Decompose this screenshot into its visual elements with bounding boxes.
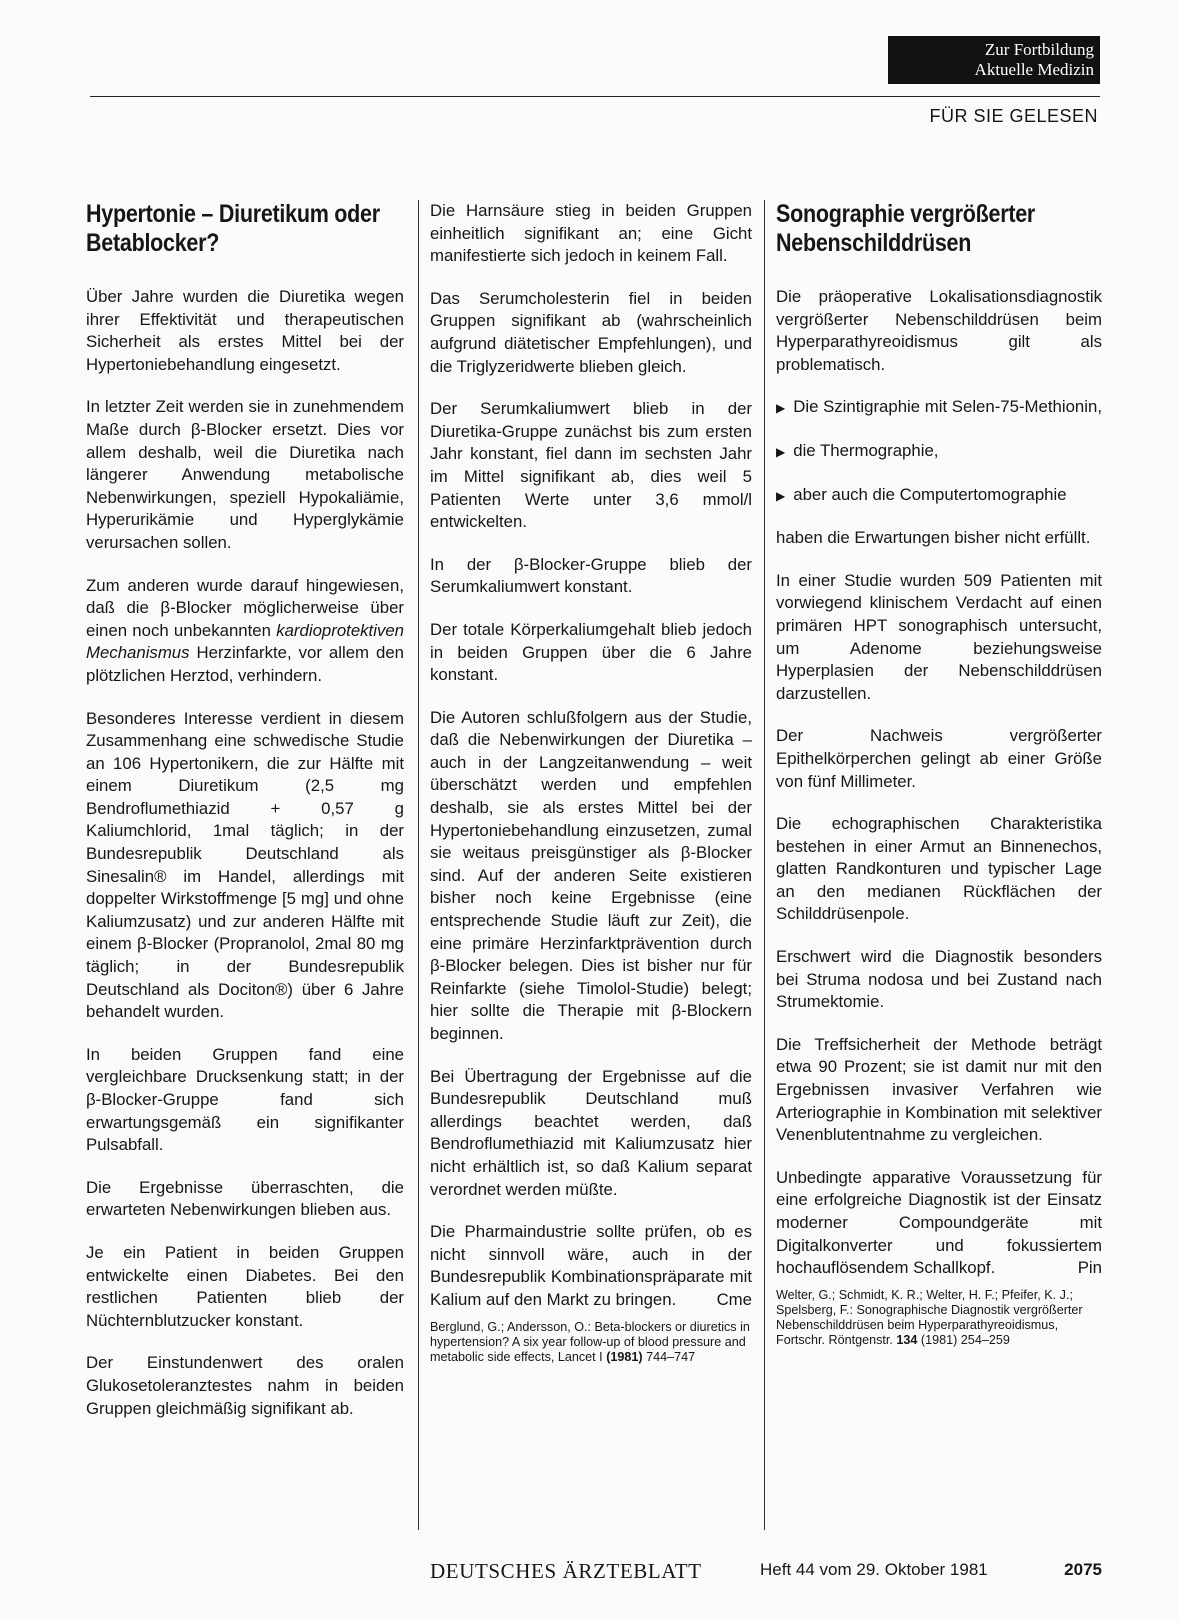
reference: [430, 1320, 752, 1365]
article-title-sonographie: Sonographie vergrößerter Nebenschilddrüsen: [776, 200, 1036, 257]
section-box: [888, 36, 1100, 84]
section-line-1: Zur Fortbildung: [984, 40, 1094, 59]
paragraph: [86, 575, 404, 688]
text-run: 744–747: [642, 1349, 696, 1364]
paragraph: In beiden Gruppen fand eine vergleichbare Drucksenkung statt; in der β-Blocker-Gruppe fand sich erwartungsgemäß ein signifikanter Pulsabfall.: [86, 1044, 404, 1155]
column-divider-1: [418, 200, 419, 1530]
paragraph: haben die Erwartungen bisher nicht erfüllt.: [776, 528, 1091, 548]
triangle-bullet-icon: ▶: [776, 401, 786, 416]
paragraph: Der totale Körperkaliumgehalt blieb jedoch in beiden Gruppen über die 6 Jahre konstant.: [430, 619, 752, 685]
ref-volume: 134: [896, 1332, 918, 1347]
text-run: Unbedingte apparative Voraussetzung für eine erfolgreiche Diagnostik ist der Einsatz moderner Compoundgeräte mit Digitalkonverter und fokussiertem hochauflösendem Schallkopf.: [776, 1167, 1102, 1278]
bullet-item: [776, 440, 1102, 464]
paragraph: Die Autoren schlußfolgern aus der Studie, daß die Nebenwirkungen der Diuretika – auch in der Langzeitanwendung – weit überschätzt werden und empfehlen deshalb, sie als erstes Mittel bei der Hypertoniebehandlung einzusetzen, zumal sie weitaus preisgünstiger als β-Blocker sind. Auf der anderen Seite existieren bisher noch keine Ergebnisse (eine entsprechende Studie läuft zur Zeit), die eine primäre Herzinfarktprävention durch β-Blocker belegen. Dies ist bisher nur für Reinfarkte (siehe Timolol-Studie) belegt; hier sollte die Therapie mit β-Blockern beginnen.: [430, 707, 752, 1043]
text-run: Die Szintigraphie mit Selen-75-Methionin,: [793, 397, 1102, 417]
column-3: [776, 200, 1102, 1348]
column-divider-2: [764, 200, 765, 1530]
emphasis: kardioprotektiven Mechanismus: [86, 620, 404, 663]
paragraph: In der β-Blocker-Gruppe blieb der Serumkaliumwert konstant.: [430, 554, 752, 597]
text-run: Zum anderen wurde darauf hingewiesen, daß die β-Blocker möglicherweise über einen noch unbekannten: [86, 575, 404, 640]
paragraph: In einer Studie wurden 509 Patienten mit vorwiegend klinischem Verdacht auf einen primären HPT sonographisch untersucht, um Adenome beziehungsweise Hyperplasien der Nebenschilddrüsen darzustellen.: [776, 570, 1102, 703]
section-label: FÜR SIE GELESEN: [929, 106, 1098, 126]
paragraph: Die Ergebnisse überraschten, die erwarteten Nebenwirkungen blieben aus.: [86, 1177, 404, 1220]
paragraph: Besonderes Interesse verdient in diesem Zusammenhang eine schwedische Studie an 106 Hypertonikern, die zur Hälfte mit einem Diuretikum (2,5 mg Bendroflumethiazid + 0,57 g Kaliumchlorid, 1mal täglich; in der Bundesrepublik Deutschland als Sinesalin® im Handel, allerdings mit doppelter Wirkstoffmenge [5 mg] und ohne Kaliumzusatz) und zur anderen Hälfte mit einem β-Blocker (Propranolol, 2mal 80 mg täglich; in der Bundesrepublik Deutschland als Dociton®) über 6 Jahre behandelt wurden.: [86, 708, 404, 1022]
paragraph: [776, 1167, 1102, 1280]
paragraph: Der Serumkaliumwert blieb in der Diuretika-Gruppe zunächst bis zum ersten Jahr konstant, fiel dann im sechsten Jahr im Mittel signifikant ab, dies weil 5 Patienten Werte unter 3,6 mmol/l entwickelten.: [430, 399, 752, 532]
paragraph: [430, 1221, 752, 1311]
text-run: die Thermographie,: [793, 440, 939, 460]
author-signature: Pin: [1077, 1258, 1102, 1278]
reference: [776, 1288, 1102, 1348]
text-run: Welter, G.; Schmidt, K. R.; Welter, H. F.; Pfeifer, K. J.; Spelsberg, F.: Sonographische Diagnostik vergrößerter Nebenschilddrüsen beim Hyperparathyreoidismus, Fortschr. Röntgenstr.: [776, 1287, 1083, 1347]
triangle-bullet-icon: ▶: [776, 488, 786, 503]
paragraph: Die Harnsäure stieg in beiden Gruppen einheitlich signifikant an; eine Gicht manifestierte sich jedoch in keinem Fall.: [430, 201, 752, 266]
top-rule: [90, 96, 1100, 97]
bullet-item: [776, 484, 1102, 508]
paragraph: Die Treffsicherheit der Methode beträgt etwa 90 Prozent; sie ist damit nur mit den Ergebnissen invasiver Verfahren wie Arteriographie in Kombination mit selektiver Venenblutentnahme zu vergleichen.: [776, 1034, 1102, 1145]
bullet-item: [776, 396, 1102, 420]
column-1: [86, 200, 404, 1440]
paragraph: Erschwert wird die Diagnostik besonders bei Struma nodosa und bei Zustand nach Strumektomie.: [776, 947, 1102, 1012]
author-signature: Cme: [716, 1289, 752, 1309]
text-run: (1981) 254–259: [917, 1332, 1010, 1347]
article-title-hypertonie: Hypertonie – Diuretikum oder Betablocker?: [86, 200, 380, 257]
paragraph: Die echographischen Charakteristika bestehen in einer Armut an Binnenechos, glatten Randkonturen und typischer Lage an den medianen Rückflächen der Schilddrüsenpole.: [776, 814, 1102, 924]
text-run: Herzinfarkte, vor allem den plötzlichen Herztod, verhindern.: [86, 643, 404, 685]
paragraph: Je ein Patient in beiden Gruppen entwickelte einen Diabetes. Bei den restlichen Patienten blieb der Nüchternblutzucker konstant.: [86, 1242, 404, 1330]
page-number: 2075: [1064, 1560, 1102, 1579]
issue-info: Heft 44 vom 29. Oktober 1981: [760, 1560, 988, 1579]
paragraph: Die präoperative Lokalisationsdiagnostik vergrößerter Nebenschilddrüsen beim Hyperparathyreoidismus gilt als problematisch.: [776, 287, 1102, 374]
triangle-bullet-icon: ▶: [776, 444, 786, 459]
text-run: Berglund, G.; Andersson, O.: Beta-blockers or diuretics in hypertension? A six year follow-up of blood pressure and metabolic side effects, Lancet I: [430, 1319, 750, 1364]
text-run: aber auch die Computertomographie: [793, 484, 1067, 504]
column-2: [430, 200, 752, 1365]
ref-year: (1981): [606, 1349, 643, 1364]
paragraph: Der Einstundenwert des oralen Glukosetoleranztestes nahm in beiden Gruppen gleichmäßig signifikant ab.: [86, 1353, 404, 1418]
paragraph: Bei Übertragung der Ergebnisse auf die Bundesrepublik Deutschland muß allerdings beachtet werden, daß Bendroflumethiazid mit Kaliumzusatz hier nicht erhältlich ist, so daß Kalium separat verordnet werden müßte.: [430, 1066, 752, 1199]
section-line-2: Aktuelle Medizin: [974, 60, 1094, 79]
paragraph: Über Jahre wurden die Diuretika wegen ihrer Effektivität und therapeutischen Sicherheit als erstes Mittel bei der Hypertoniebehandlung eingesetzt.: [86, 287, 404, 374]
page-footer: [430, 1559, 1102, 1589]
text-run: Die Pharmaindustrie sollte prüfen, ob es nicht sinnvoll wäre, auch in der Bundesrepublik Kombinationspräparate mit Kalium auf den Markt zu bringen.: [430, 1222, 752, 1309]
paragraph: In letzter Zeit werden sie in zunehmendem Maße durch β-Blocker ersetzt. Dies vor allem deshalb, weil die Diuretika nach längerer Anwendung metabolische Nebenwirkungen, speziell Hypokaliämie, Hyperurikämie und Hyperglykämie verursachen sollen.: [86, 397, 404, 552]
journal-name: DEUTSCHES ÄRZTEBLATT: [430, 1559, 702, 1583]
paragraph: Das Serumcholesterin fiel in beiden Gruppen signifikant ab (wahrscheinlich aufgrund diätetischer Empfehlungen), und die Triglyzeridwerte blieben gleich.: [430, 288, 752, 376]
paragraph: Der Nachweis vergrößerter Epithelkörperchen gelingt ab einer Größe von fünf Millimeter.: [776, 726, 1102, 791]
